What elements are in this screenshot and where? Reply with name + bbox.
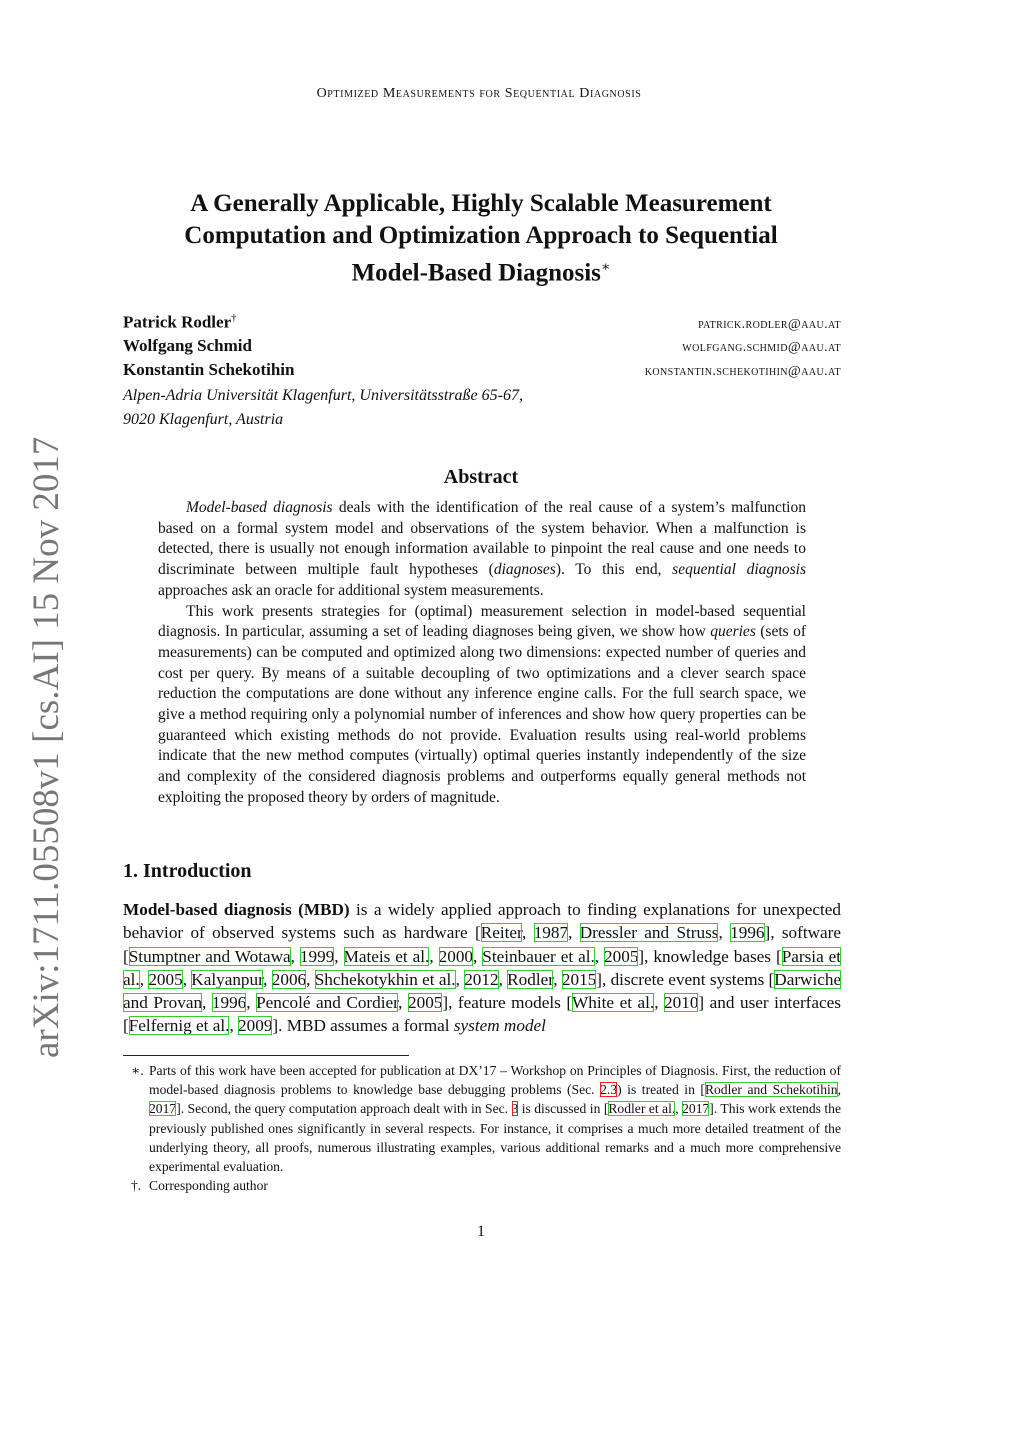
citation-link[interactable]: Dressler and Struss [579,923,719,943]
footnote-text [149,1061,841,1176]
text-run: (sets of measurements) can be computed and optimized along two dimensions: expected number of queries and cost per query. By means of a suitable decoupling of two optimizations and a clever search space reduction the computations are done without any inference engine calls. For the full search space, we give a method requiring only a polynomial number of inferences and show how query properties can be guaranteed which existing methods do not provide. Evaluation results using real-world problems indicate that the new method computes (virtually) optimal queries instantly independently of the size and complexity of the considered diagnosis problems and outperforms equally general methods not exploiting the proposed theory by orders of magnitude. [158,623,806,806]
abstract-paragraph [158,602,806,809]
author-footnote-mark[interactable]: † [231,312,237,324]
text-run: ], software [ [123,923,842,966]
text-run: , [568,923,580,943]
citation-link[interactable]: 1999 [299,946,335,966]
text-run: This work presents strategies for (optimal) measurement selection in model-based sequential diagnosis. In particular, assuming a set of leading diagnoses being given, we show how [158,602,806,641]
abstract-heading: Abstract [443,466,519,488]
footnote [123,1061,841,1176]
text-run: ] and user interfaces [ [123,993,841,1036]
citation-link[interactable]: Shchekotykhin et al. [314,969,456,989]
emphasis-text: queries [710,623,756,641]
abstract-body [158,498,806,809]
text-run: Parts of this work have been accepted for publication at DX’17 – Workshop on Principles of Diagnosis. First, the reduction of model-based diagnosis problems to knowledge base debugging problems (Sec. [149,1063,841,1098]
author-block [123,312,841,432]
text-run: ]. Second, the query computation approach dealt with in Sec. [176,1101,512,1117]
text-run: , [594,946,605,966]
citation-link[interactable]: 2006 [271,969,307,989]
citation-link[interactable]: Rodler and Schekotihin [704,1082,838,1098]
text-run: approaches ask an oracle for additional system measurements. [158,581,544,599]
text-run: , [837,1082,841,1098]
citation-link[interactable]: Rodler [507,969,554,989]
page-number: 1 [477,1223,485,1240]
text-run: , [553,969,562,989]
footnote-mark: †. [131,1178,142,1194]
citation-link[interactable]: 2005 [604,946,639,966]
citation-link[interactable]: Parsia et al. [123,946,842,989]
text-run: ], feature models [ [442,993,573,1013]
text-run: , [675,1101,683,1117]
citation-link[interactable]: Darwiche and Provan [123,969,842,1013]
text-run: , [246,993,257,1013]
author-row [123,336,841,360]
text-run: , [290,946,300,966]
text-run: is discussed in [ [518,1101,609,1117]
text-run: ]. MBD assumes a formal [272,1016,454,1036]
citation-link[interactable]: Felfernig et al. [128,1016,230,1036]
text-run: , [229,1016,239,1036]
text-run: , [202,993,212,1013]
text-run: , [263,969,272,989]
author-row [123,312,841,336]
text-run: ) is treated in [ [617,1082,705,1098]
text-run: , [498,969,508,989]
text-run: , [473,946,483,966]
text-run: , [398,993,408,1013]
citation-link[interactable]: 2012 [464,969,499,989]
text-run: Corresponding author [149,1178,268,1194]
footnote-mark: ∗. [131,1063,144,1078]
text-run: , [718,923,731,943]
text-run: , [455,969,465,989]
arxiv-stamp: arXiv:1711.05508v1 [cs.AI] 15 Nov 2017 [26,436,67,1058]
text-run: , [306,969,315,989]
text-run: , [429,946,439,966]
text-run: , [139,969,149,989]
title-line-1: A Generally Applicable, Highly Scalable Measurement [190,190,772,217]
author-name: Wolfgang Schmid [123,336,252,355]
footnote-text [149,1176,841,1195]
citation-link[interactable]: Mateis et al. [343,946,430,966]
footnote [123,1176,841,1195]
text-run: , [182,969,192,989]
author-email[interactable]: wolfgang.schmid@aau.at [682,340,841,355]
text-run: ]. This work extends the previously published ones significantly in several respects. For instance, it comprises a much more detailed treatment of the underlying theory, all proofs, numerous illustrating examples, various additional remarks and a much more comprehensive experimental evaluation. [149,1101,841,1175]
author-row [123,360,841,384]
intro-paragraph [123,898,841,1038]
citation-link[interactable]: 1996 [730,923,765,943]
abstract-paragraph [158,498,806,602]
citation-link[interactable]: Rodler et al. [608,1101,676,1117]
text-run: ], discrete event systems [ [596,969,775,989]
emphasis-text: system model [453,1016,546,1036]
text-run: is a widely applied approach to finding explanations for unexpected behavior of observed systems such as hardware [ [123,900,841,943]
author-email[interactable]: patrick.rodler@aau.at [698,316,841,332]
citation-link[interactable]: 2000 [438,946,473,966]
citation-link[interactable]: Steinbauer et al. [482,946,595,966]
citation-link[interactable]: Stumptner and Wotawa [128,946,291,966]
emphasis-text: Model-based diagnosis [186,499,333,516]
citation-link[interactable]: Pencolé and Cordier [256,993,399,1013]
section-heading: 1. Introduction [123,860,252,882]
citation-link[interactable]: 1996 [211,993,247,1013]
author-name: Konstantin Schekotihin [123,360,295,379]
citation-link[interactable]: 1987 [533,923,569,943]
text-run: , [522,923,534,943]
emphasis-text: diagnoses [493,561,556,579]
section-reference-link[interactable]: 3 [511,1101,519,1117]
running-head: Optimized Measurements for Sequential Diagnosis [316,86,642,101]
text-run: ], knowledge bases [ [638,946,782,966]
text-run: deals with the identification of the real cause of a system’s malfunction based on a formal system model and observations of the system behavior. When a malfunction is detected, there is usually not enough information available to pinpoint the real cause and one needs to discriminate between multiple fault hypotheses ( [158,499,806,579]
affiliation [123,384,841,432]
citation-link[interactable]: 2009 [238,1016,273,1036]
affiliation-line-1: Alpen-Adria Universität Klagenfurt, Universitätsstraße 65-67, [123,387,523,404]
paper-title [150,188,812,289]
citation-link[interactable]: 2005 [148,969,183,989]
author-email[interactable]: konstantin.schekotihin@aau.at [644,364,841,379]
text-run: , [654,993,665,1013]
title-line-2: Computation and Optimization Approach to Sequential [184,222,778,249]
citation-link[interactable]: Kalyanpur [191,969,264,989]
citation-link[interactable]: 2017 [149,1101,177,1117]
citation-link[interactable]: 2015 [561,969,597,989]
bold-text: Model-based diagnosis (MBD) [123,900,350,919]
text-run: , [334,946,344,966]
citation-link[interactable]: 2010 [664,993,699,1013]
citation-link[interactable]: White et al. [572,993,655,1013]
section-reference-link[interactable]: 2.3 [600,1082,618,1098]
footnotes [123,1061,841,1195]
citation-link[interactable]: 2017 [682,1101,710,1117]
footnote-rule [123,1055,409,1056]
author-name: Patrick Rodler† [123,312,237,332]
affiliation-line-2: 9020 Klagenfurt, Austria [123,411,284,428]
title-line-3: Model-Based Diagnosis [351,259,601,287]
text-run: ). To this end, [555,561,673,579]
emphasis-text: sequential diagnosis [672,561,807,579]
citation-link[interactable]: 2005 [408,993,443,1013]
title-footnote-mark[interactable]: ∗ [600,260,611,275]
citation-link[interactable]: Reiter [480,923,523,943]
